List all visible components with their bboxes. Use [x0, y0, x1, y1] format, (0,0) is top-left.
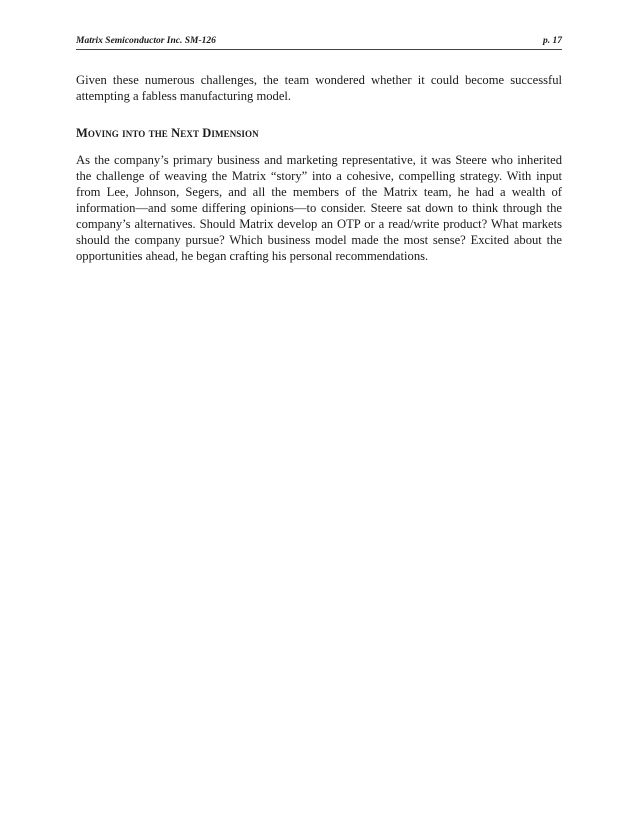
- body-paragraph: As the company’s primary business and marketing representative, it was Steere who inherited the challenge of weaving the Matrix “story” into a cohesive, compelling strategy. With input from Lee, Johnson, Segers, and all the members of the Matrix team, he had a wealth of information—and some differing opinions—to consider. Steere sat down to think through the company’s alternatives. Should Matrix develop an OTP or a read/write product? What markets should the company pursue? Which business model made the most sense? Excited about the opportunities ahead, he began crafting his personal recommendations.: [76, 153, 562, 263]
- page-header: [76, 36, 562, 50]
- document-title: Matrix Semiconductor Inc. SM-126: [76, 36, 216, 46]
- document-page: [76, 36, 562, 264]
- page-number: p. 17: [543, 36, 562, 46]
- section-heading: Moving into the Next Dimension: [76, 126, 259, 140]
- intro-paragraph: Given these numerous challenges, the team wondered whether it could become successful attempting a fabless manufacturing model.: [76, 73, 562, 103]
